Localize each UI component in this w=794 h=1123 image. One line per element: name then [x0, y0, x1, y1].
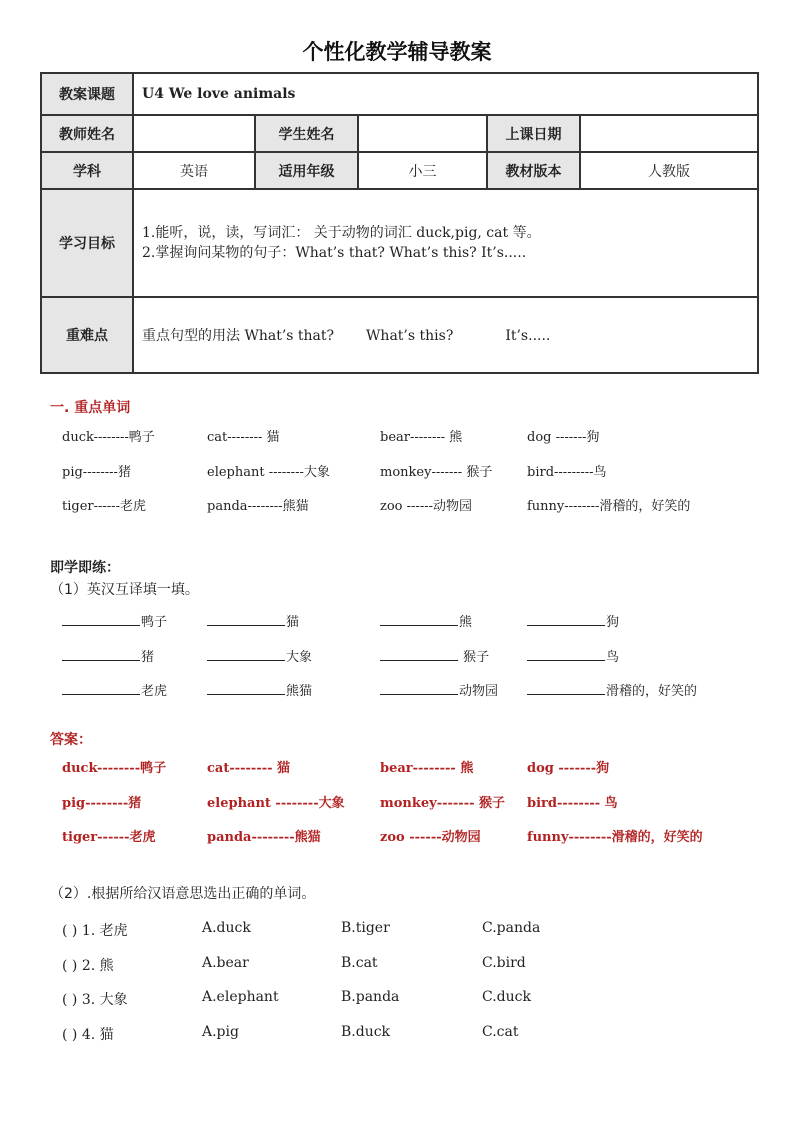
student-field[interactable] [358, 115, 487, 152]
answer-item: zoo ------动物园 [380, 830, 481, 845]
blank-meaning: 猴子 [459, 649, 490, 665]
multiple-choice-list [62, 920, 622, 1058]
blank-meaning: 大象 [286, 649, 313, 665]
translation-blank-item [527, 611, 752, 646]
vocab-item: duck--------鸭子 [62, 430, 155, 445]
answer-blank[interactable] [62, 611, 140, 626]
question-prompt[interactable]: ( ) 2. 熊 [62, 957, 114, 974]
answer-blank[interactable] [527, 646, 605, 661]
blank-meaning: 鸟 [606, 649, 620, 665]
practice-part1-instructions: （1）英汉互译填一填。 [50, 582, 199, 598]
key-points-label: 重难点 [41, 297, 133, 373]
vocab-item: bird---------鸟 [527, 464, 607, 480]
key-points-text [133, 297, 758, 373]
goals-line-1: 1.能听，说，读，写词汇： 关于动物的词汇 duck,pig, cat 等。 [142, 225, 541, 241]
option-a: A.pig [202, 1023, 239, 1040]
key-sentence-3: It’s..... [505, 328, 551, 344]
vocab-item: cat-------- 猫 [207, 430, 280, 445]
translation-blank-item [380, 611, 527, 646]
vocab-item: zoo ------动物园 [380, 499, 472, 514]
translation-blanks-grid [62, 611, 752, 715]
option-b: B.panda [341, 989, 400, 1005]
subject-label: 学科 [41, 152, 133, 189]
option-b: B.cat [341, 954, 378, 971]
question-prompt[interactable]: ( ) 4. 猫 [62, 1026, 114, 1043]
answer-blank[interactable] [527, 611, 605, 626]
student-label: 学生姓名 [255, 115, 358, 152]
goals-text [133, 189, 758, 297]
answer-item: panda--------熊猫 [207, 830, 321, 845]
grade-label: 适用年级 [255, 152, 358, 189]
goals-label: 学习目标 [41, 189, 133, 297]
answer-blank[interactable] [380, 611, 458, 626]
answer-item: bird-------- 鸟 [527, 795, 618, 811]
option-a: A.elephant [202, 989, 279, 1005]
vocab-item: pig--------猪 [62, 464, 131, 480]
topic-value: U4 We love animals [133, 73, 758, 115]
blank-meaning: 鸭子 [141, 615, 168, 630]
answer-item: elephant --------大象 [207, 795, 345, 811]
translation-blank-item [62, 646, 207, 681]
vocab-item: panda--------熊猫 [207, 499, 309, 514]
option-c: C.duck [482, 989, 531, 1005]
key-words-grid [62, 429, 752, 533]
translation-blank-item [207, 646, 380, 681]
answer-blank[interactable] [207, 646, 285, 661]
answer-item: pig--------猪 [62, 795, 142, 811]
question-prompt[interactable]: ( ) 1. 老虎 [62, 923, 128, 939]
page-title: 个性化教学辅导教案 [302, 40, 492, 64]
option-c: C.cat [482, 1023, 519, 1040]
date-label: 上课日期 [487, 115, 580, 152]
subject-value: 英语 [133, 152, 255, 189]
answer-heading: 答案： [50, 732, 92, 748]
vocab-item: elephant --------大象 [207, 464, 330, 480]
translation-blank-item [62, 680, 207, 715]
edition-label: 教材版本 [487, 152, 580, 189]
teacher-field[interactable] [133, 115, 255, 152]
answer-blank[interactable] [380, 680, 458, 695]
grade-value: 小三 [358, 152, 487, 189]
option-b: B.tiger [341, 920, 390, 936]
vocab-item: funny--------滑稽的，好笑的 [527, 499, 691, 514]
blank-meaning: 猫 [286, 615, 300, 630]
section-heading-key-words: 一. 重点单词 [50, 400, 131, 416]
translation-blank-item [62, 611, 207, 646]
answer-item: funny--------滑稽的，好笑的 [527, 830, 703, 845]
blank-meaning: 狗 [606, 615, 620, 630]
answer-blank[interactable] [380, 646, 458, 661]
answer-blank[interactable] [62, 680, 140, 695]
translation-blank-item [527, 646, 752, 681]
option-a: A.duck [202, 920, 251, 936]
vocab-item: bear-------- 熊 [380, 430, 463, 445]
blank-meaning: 熊猫 [286, 684, 313, 699]
answer-item: dog -------狗 [527, 761, 610, 776]
question-row [62, 1024, 622, 1059]
vocab-item: tiger------老虎 [62, 499, 146, 514]
answer-blank[interactable] [527, 680, 605, 695]
translation-blank-item [380, 680, 527, 715]
vocab-item: monkey------- 猴子 [380, 464, 493, 480]
blank-meaning: 老虎 [141, 684, 168, 699]
blank-meaning: 熊 [459, 615, 473, 630]
blank-meaning: 猪 [141, 649, 155, 665]
teacher-label: 教师姓名 [41, 115, 133, 152]
option-a: A.bear [202, 954, 249, 971]
key-sentence-1: 重点句型的用法 What’s that? [142, 328, 335, 344]
translation-blank-item [527, 680, 752, 715]
key-sentence-2: What’s this? [366, 328, 454, 344]
question-row [62, 955, 622, 990]
translation-blank-item [380, 646, 527, 681]
vocab-item: dog -------狗 [527, 430, 600, 445]
blank-meaning: 动物园 [459, 684, 499, 699]
goals-line-2: 2.掌握询问某物的句子：What’s that? What’s this? It’s..... [142, 245, 527, 261]
practice-heading: 即学即练： [50, 560, 120, 576]
topic-label: 教案课题 [41, 73, 133, 115]
edition-value: 人教版 [580, 152, 758, 189]
translation-blank-item [207, 680, 380, 715]
practice-part2-instructions: （2）.根据所给汉语意思选出正确的单词。 [50, 886, 316, 902]
option-b: B.duck [341, 1023, 391, 1040]
question-row [62, 920, 622, 955]
date-field[interactable] [580, 115, 758, 152]
option-c: C.bird [482, 954, 526, 971]
answer-blank[interactable] [207, 680, 285, 695]
blank-meaning: 滑稽的，好笑的 [606, 684, 698, 699]
question-row [62, 989, 622, 1024]
option-c: C.panda [482, 920, 541, 936]
answer-item: monkey------- 猴子 [380, 795, 506, 811]
answer-item: bear-------- 熊 [380, 761, 474, 776]
question-prompt[interactable]: ( ) 3. 大象 [62, 992, 128, 1008]
answer-item: tiger------老虎 [62, 830, 156, 845]
answers-grid [62, 760, 752, 864]
answer-item: cat-------- 猫 [207, 761, 291, 776]
translation-blank-item [207, 611, 380, 646]
answer-item: duck--------鸭子 [62, 761, 167, 776]
lesson-info-table [40, 72, 759, 374]
answer-blank[interactable] [62, 646, 140, 661]
answer-blank[interactable] [207, 611, 285, 626]
